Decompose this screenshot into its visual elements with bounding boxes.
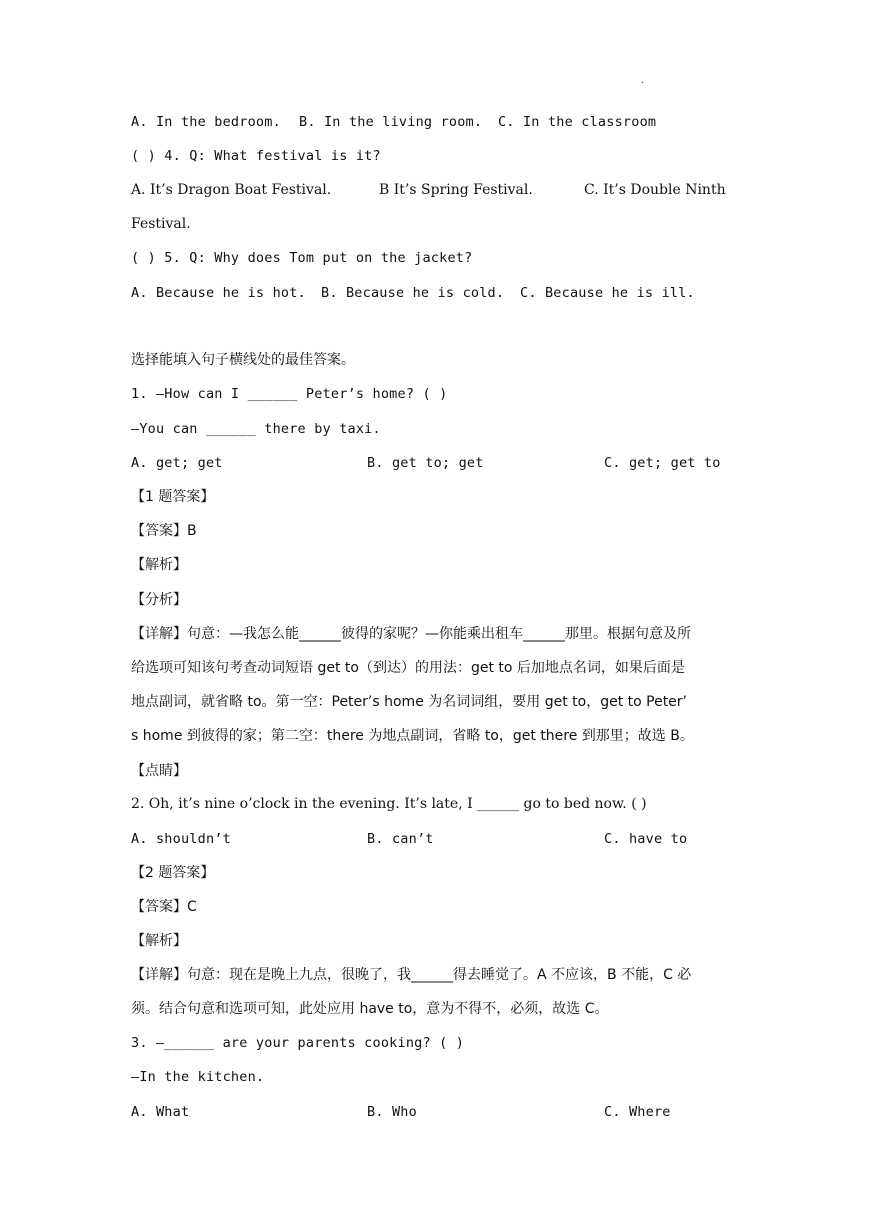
q2-detail-line-1: 【详解】句意：现在是晚上九点，很晚了，我______得去睡觉了。A 不应该，B 不能，C 必 <box>131 967 692 983</box>
q2-options <box>131 830 741 848</box>
listening-q5-options <box>131 284 741 302</box>
q3-stem: 3. —______ are your parents cooking? ( ) <box>131 1035 465 1051</box>
option-b: B. get to; get <box>367 455 484 471</box>
option-c: C. Where <box>604 1104 671 1120</box>
q3-stem-response: —In the kitchen. <box>131 1069 265 1085</box>
listening-q3-options <box>131 113 741 131</box>
option-a: A. It’s Dragon Boat Festival. <box>131 182 332 198</box>
option-c: C. get; get to <box>604 455 721 471</box>
q2-detail-line-2: 须。结合句意和选项可知，此处应用 have to，意为不得不，必须，故选 C。 <box>131 1001 609 1017</box>
q2-analysis-label: 【解析】 <box>131 933 187 949</box>
q1-detail-line-2: 给选项可知该句考查动词短语 get to（到达）的用法：get to 后加地点名词，如果后面是 <box>131 660 685 676</box>
option-b: B. can’t <box>367 831 434 847</box>
q1-detail-line-4: s home 到彼得的家；第二空：there 为地点副词，省略 to，get there 到那里；故选 B。 <box>131 728 694 744</box>
option-b: B. Who <box>367 1104 417 1120</box>
listening-q4-options-continued: Festival. <box>131 216 191 232</box>
option-a: A. In the bedroom. <box>131 114 281 130</box>
listening-q4-options <box>131 181 741 199</box>
option-a: A. Because he is hot. <box>131 285 306 301</box>
q1-comment-label: 【点睛】 <box>131 763 187 779</box>
option-c: C. Because he is ill. <box>520 285 695 301</box>
q1-detail-line-1: 【详解】句意：—我怎么能______彼得的家呢？—你能乘出租车______那里。根据句意及所 <box>131 626 691 642</box>
q1-analysis-label: 【解析】 <box>131 557 187 573</box>
option-b: B. In the living room. <box>299 114 483 130</box>
listening-q4-stem: ( ) 4. Q: What festival is it? <box>131 148 381 164</box>
option-c: C. It’s Double Ninth <box>584 182 726 198</box>
q3-options <box>131 1103 741 1121</box>
section-instruction: 选择能填入句子横线处的最佳答案。 <box>131 352 355 368</box>
q1-answer-heading: 【1 题答案】 <box>131 489 215 505</box>
option-c: C. have to <box>604 831 688 847</box>
q1-stem: 1. —How can I ______ Peter’s home? ( ) <box>131 386 448 402</box>
option-c: C. In the classroom <box>498 114 657 130</box>
q1-stem-response: —You can ______ there by taxi. <box>131 421 381 437</box>
q1-options <box>131 454 741 472</box>
q1-detail-line-3: 地点副词，就省略 to。第一空：Peter’s home 为名词词组，要用 get to，get to Peter’ <box>131 694 688 710</box>
page-mark: · <box>641 78 645 89</box>
option-b: B. Because he is cold. <box>321 285 505 301</box>
listening-q5-stem: ( ) 5. Q: Why does Tom put on the jacket? <box>131 250 473 266</box>
option-b: B It’s Spring Festival. <box>379 182 533 198</box>
q1-answer: 【答案】B <box>131 523 197 539</box>
q1-breakdown-label: 【分析】 <box>131 592 187 608</box>
q2-answer: 【答案】C <box>131 899 197 915</box>
q2-stem: 2. Oh, it’s nine o’clock in the evening. It’s late, I ______ go to bed now. ( ) <box>131 796 647 812</box>
option-a: A. shouldn’t <box>131 831 231 847</box>
q2-answer-heading: 【2 题答案】 <box>131 865 215 881</box>
option-a: A. What <box>131 1104 190 1120</box>
option-a: A. get; get <box>131 455 223 471</box>
